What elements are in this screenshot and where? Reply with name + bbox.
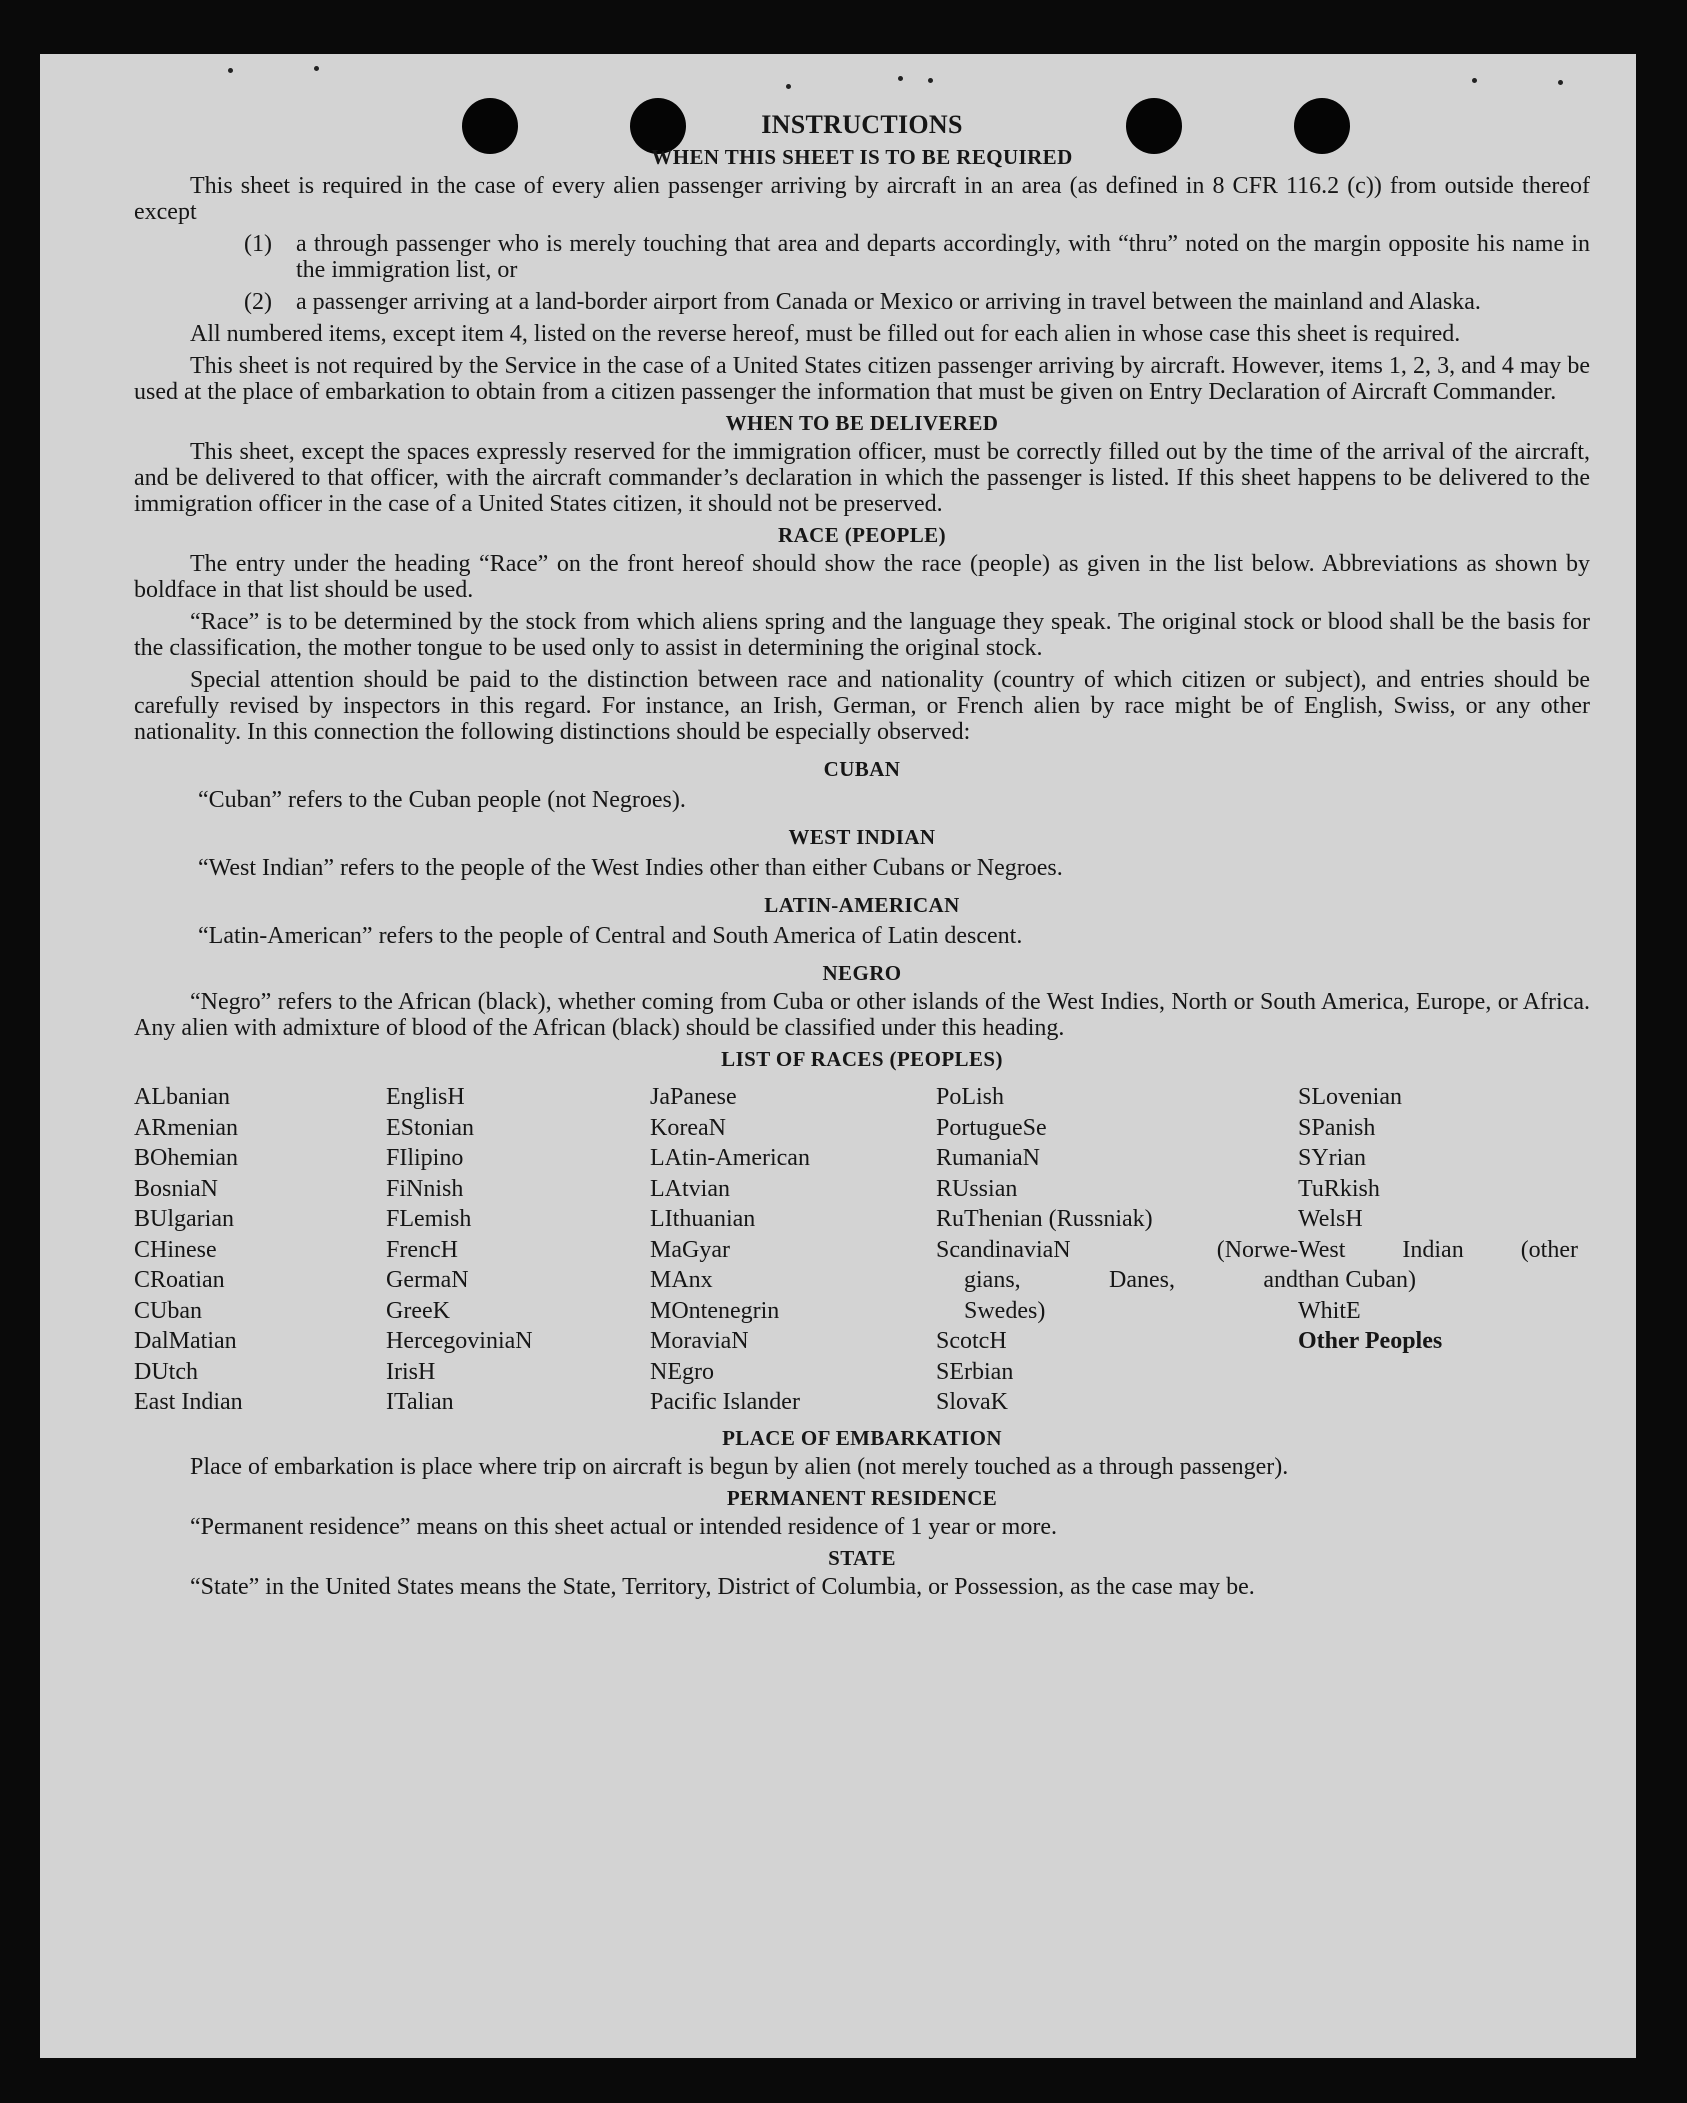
races-column	[386, 1082, 650, 1418]
race-entry: EnglisH	[386, 1084, 465, 1110]
heading-west-indian: WEST INDIAN	[788, 825, 936, 849]
race-entry: RumaniaN	[936, 1145, 1040, 1171]
races-column	[650, 1082, 936, 1418]
race-entry: GermaN	[386, 1267, 469, 1293]
race-entry: LAtin-American	[650, 1145, 810, 1171]
race-entry: ScotcH	[936, 1328, 1007, 1354]
race-entry: SPanish	[1298, 1114, 1376, 1141]
exception-number: (1)	[244, 231, 272, 257]
paragraph: This sheet is not required by the Service in the case of a United States citizen passenger arriving by aircraft. However, items 1, 2, 3, and 4 may be used at the place of embarkation to obtain from a citizen passenger the information that must be given on Entry Declaration of Aircraft Commander.	[134, 353, 1590, 405]
race-entry: WelsH	[1298, 1206, 1363, 1232]
race-entry: gians, Danes, and	[964, 1267, 1298, 1293]
heading-permanent-residence: PERMANENT RESIDENCE	[726, 1485, 998, 1510]
race-entry: NEgro	[650, 1358, 714, 1385]
races-column	[936, 1082, 1298, 1418]
races-column	[1298, 1082, 1578, 1418]
paragraph: Special attention should be paid to the distinction between race and nationality (country of which citizen or subject), and entries should be carefully revised by inspectors in this regard. For instance, an Irish, German, or French alien by race might be of English, Swiss, or any other nationality. In this connection the following distinctions should be especially observed:	[134, 667, 1590, 745]
race-entry: CHinese	[134, 1236, 217, 1263]
document-sheet	[40, 54, 1636, 2058]
race-entry: MAnx	[650, 1267, 713, 1293]
race-entry: MoraviaN	[650, 1328, 749, 1354]
paragraph: This sheet is required in the case of every alien passenger arriving by aircraft in an area (as defined in 8 CFR 116.2 (c)) from outside thereof except	[134, 173, 1590, 225]
heading-negro: NEGRO	[822, 961, 902, 985]
race-entry: MOntenegrin	[650, 1297, 780, 1324]
instructions-title: INSTRUCTIONS	[761, 110, 963, 139]
race-entry: LIthuanian	[650, 1206, 756, 1232]
paragraph: The entry under the heading “Race” on the front hereof should show the race (people) as given in the list below. Abbreviations as shown by boldface in that list should be used.	[134, 551, 1590, 603]
race-entry: CUban	[134, 1297, 202, 1324]
paragraph: “Permanent residence” means on this sheet actual or intended residence of 1 year or more.	[190, 1513, 1057, 1540]
race-entry: IrisH	[386, 1358, 436, 1385]
race-entry: PortugueSe	[936, 1114, 1047, 1141]
race-entry: SYrian	[1298, 1145, 1366, 1171]
heading-state: STATE	[828, 1545, 896, 1570]
race-entry: West Indian (other	[1298, 1236, 1578, 1263]
race-entry: LAtvian	[650, 1175, 730, 1202]
race-entry: WhitE	[1298, 1297, 1361, 1324]
paragraph: “Cuban” refers to the Cuban people (not Negroes).	[198, 787, 686, 813]
speck	[898, 76, 903, 81]
heading-list-of-races: LIST OF RACES (PEOPLES)	[721, 1047, 1003, 1071]
race-entry: TuRkish	[1298, 1175, 1380, 1202]
paragraph: Place of embarkation is place where trip on aircraft is begun by alien (not merely touched as a through passenger).	[190, 1453, 1289, 1480]
race-entry: ALbanian	[134, 1084, 230, 1110]
races-column	[134, 1082, 386, 1418]
race-entry: EStonian	[386, 1114, 474, 1141]
race-entry: than Cuban)	[1298, 1267, 1416, 1293]
race-entry: RuThenian (Russniak)	[936, 1206, 1153, 1232]
race-entry: JaPanese	[650, 1084, 737, 1110]
heading-place-of-embarkation: PLACE OF EMBARKATION	[722, 1425, 1002, 1450]
race-entry: Other Peoples	[1298, 1328, 1443, 1354]
speck	[228, 68, 233, 73]
paragraph: All numbered items, except item 4, listed on the reverse hereof, must be filled out for each alien in whose case this sheet is required.	[190, 321, 1461, 347]
heading-race-people: RACE (PEOPLE)	[778, 523, 946, 547]
exception-number: (2)	[244, 289, 272, 315]
heading-when-delivered: WHEN TO BE DELIVERED	[725, 411, 999, 435]
paragraph: “Negro” refers to the African (black), whether coming from Cuba or other islands of the West Indies, North or South America, Europe, or Africa. Any alien with admixture of blood of the African (black) should be classified under this heading.	[134, 989, 1590, 1041]
race-entry: FIlipino	[386, 1145, 464, 1171]
race-entry: CRoatian	[134, 1267, 225, 1293]
race-entry: Pacific Islander	[650, 1389, 800, 1415]
race-entry: East Indian	[134, 1389, 243, 1415]
speck	[786, 84, 791, 89]
race-entry: Swedes)	[964, 1297, 1046, 1324]
race-entry: BUlgarian	[134, 1206, 234, 1232]
race-entry: ARmenian	[134, 1114, 238, 1141]
heading-latin-american: LATIN-AMERICAN	[764, 893, 960, 917]
race-entry: FrencH	[386, 1236, 458, 1263]
race-entry: FLemish	[386, 1206, 472, 1232]
race-entry: BOhemian	[134, 1145, 238, 1171]
speck	[1558, 80, 1563, 85]
exception-text: a through passenger who is merely touching that area and departs accordingly, with “thru” noted on the margin opposite his name in the immigration list, or	[296, 231, 1590, 283]
heading-cuban: CUBAN	[823, 757, 901, 781]
exception-item	[244, 289, 1590, 315]
race-entry: RUssian	[936, 1175, 1018, 1202]
heading-when-required: WHEN THIS SHEET IS TO BE REQUIRED	[651, 145, 1073, 169]
paragraph: This sheet, except the spaces expressly reserved for the immigration officer, must be correctly filled out by the time of the arrival of the aircraft, and be delivered to that officer, with the aircraft commander’s declaration in which the passenger is listed. If this sheet happens to be delivered to the immigration officer in the case of a United States citizen, it should not be preserved.	[134, 439, 1590, 517]
race-entry: ScandinaviaN (Norwe-	[936, 1236, 1298, 1263]
speck	[928, 78, 933, 83]
race-entry: DalMatian	[134, 1328, 237, 1354]
race-entry: GreeK	[386, 1297, 450, 1324]
race-entry: MaGyar	[650, 1236, 730, 1263]
races-list	[134, 1082, 1590, 1418]
speck	[1472, 78, 1477, 83]
race-entry: FiNnish	[386, 1175, 464, 1202]
race-entry: HercegoviniaN	[386, 1328, 533, 1354]
paragraph: “West Indian” refers to the people of the West Indies other than either Cubans or Negroes.	[198, 855, 1063, 881]
race-entry: BosniaN	[134, 1175, 218, 1202]
race-entry: SErbian	[936, 1358, 1014, 1385]
exception-item	[244, 231, 1590, 283]
race-entry: KoreaN	[650, 1114, 726, 1141]
race-entry: PoLish	[936, 1084, 1005, 1110]
paragraph: “Race” is to be determined by the stock from which aliens spring and the language they speak. The original stock or blood shall be the basis for the classification, the mother tongue to be used only to assist in determining the original stock.	[134, 609, 1590, 661]
paragraph: “State” in the United States means the State, Territory, District of Columbia, or Possession, as the case may be.	[190, 1573, 1255, 1600]
race-entry: ITalian	[386, 1389, 454, 1415]
race-entry: SlovaK	[936, 1389, 1008, 1415]
race-entry: DUtch	[134, 1358, 198, 1385]
speck	[314, 66, 319, 71]
race-entry: SLovenian	[1298, 1084, 1402, 1110]
exception-text: a passenger arriving at a land-border airport from Canada or Mexico or arriving in travel between the mainland and Alaska.	[296, 289, 1481, 315]
instructions-content	[134, 110, 1590, 1606]
paragraph: “Latin-American” refers to the people of Central and South America of Latin descent.	[198, 923, 1023, 949]
